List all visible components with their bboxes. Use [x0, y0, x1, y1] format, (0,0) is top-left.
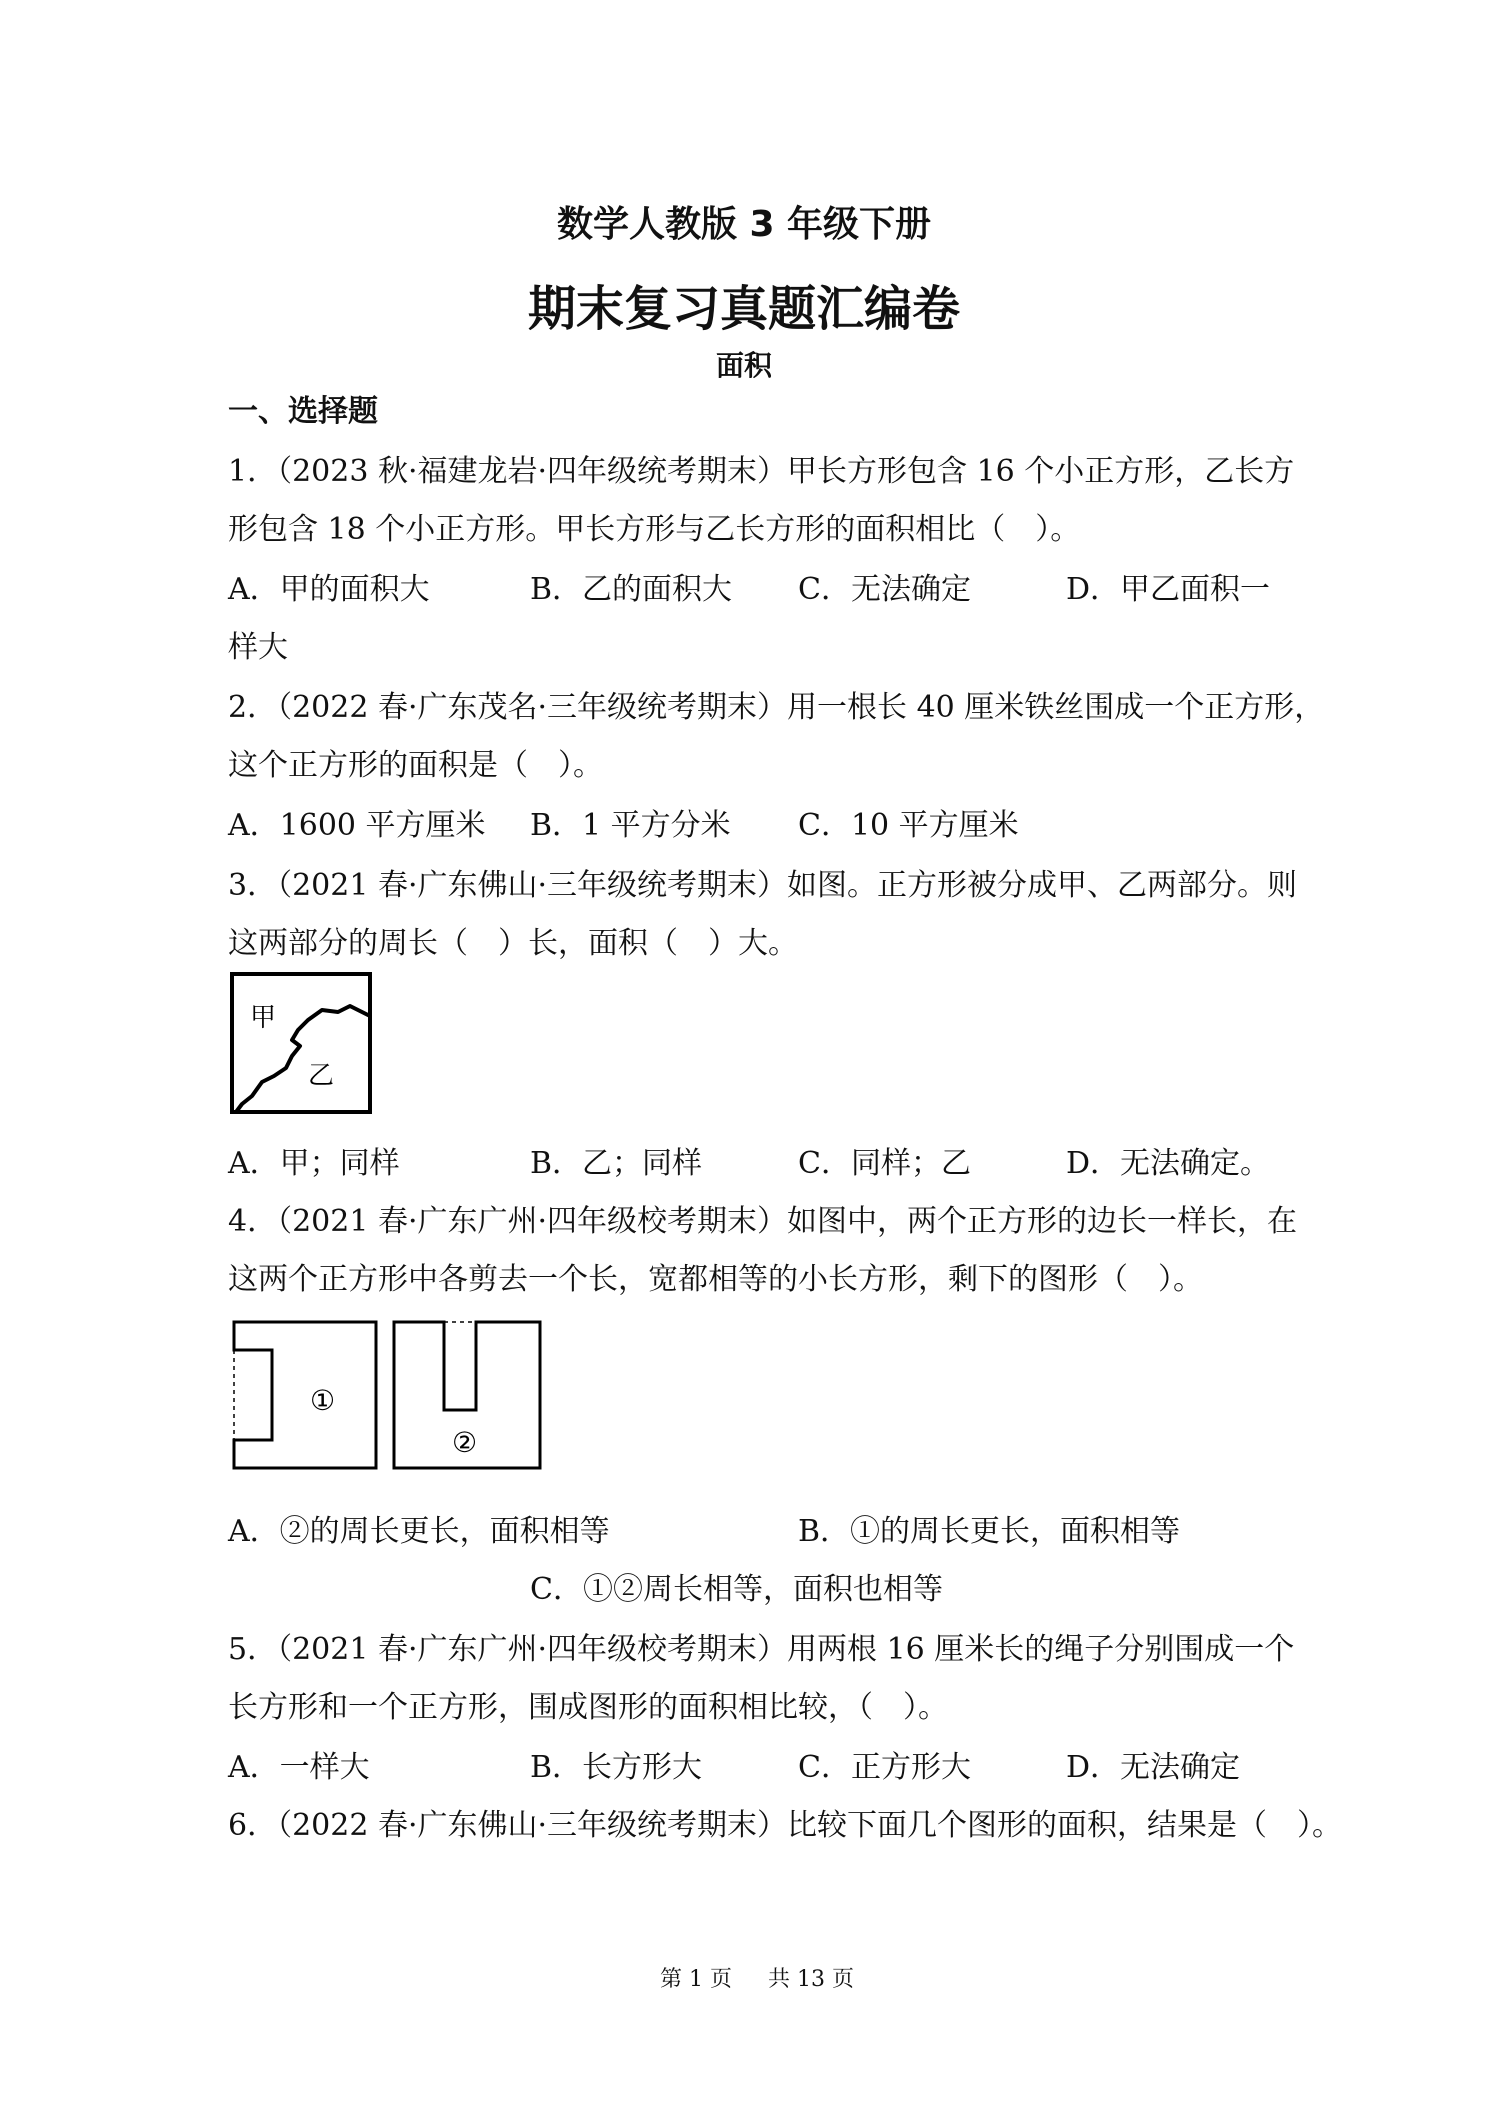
section-heading: 一、选择题 [228, 394, 378, 429]
q2-line2: 这个正方形的面积是（ ）。 [228, 748, 603, 783]
q1-option-wrap: 样大 [228, 630, 288, 665]
page-total: 共 13 页 [768, 1967, 854, 1992]
q4-figure [232, 1320, 546, 1472]
q4-label-2: ② [452, 1426, 478, 1459]
q4-option-a: A．②的周长更长，面积相等 [228, 1514, 610, 1549]
q4-line1: 4．（2021 春·广东广州·四年级校考期末）如图中，两个正方形的边长一样长，在 [228, 1204, 1298, 1239]
q3-square [232, 974, 370, 1112]
page-number: 第 1 页 [660, 1967, 732, 1992]
q5-line1: 5．（2021 春·广东广州·四年级校考期末）用两根 16 厘米长的绳子分别围成一个 [228, 1632, 1295, 1667]
q4-option-c: C．①②周长相等，面积也相等 [530, 1572, 943, 1607]
q4-line2: 这两个正方形中各剪去一个长，宽都相等的小长方形，剩下的图形（ ）。 [228, 1262, 1203, 1297]
q4-option-b: B．①的周长更长，面积相等 [798, 1514, 1181, 1549]
q2-line1: 2．（2022 春·广东茂名·三年级统考期末）用一根长 40 厘米铁丝围成一个正方形， [228, 690, 1325, 725]
q3-option-d: D．无法确定。 [1066, 1146, 1271, 1181]
q3-label-yi: 乙 [308, 1061, 335, 1091]
q2-option-a: A．1600 平方厘米 [228, 808, 486, 843]
q5-line2: 长方形和一个正方形，围成图形的面积相比较，（ ）。 [228, 1690, 948, 1725]
q2-option-b: B．1 平方分米 [530, 808, 731, 843]
q5-option-d: D．无法确定 [1066, 1750, 1241, 1785]
q2-option-c: C．10 平方厘米 [798, 808, 1019, 843]
q3-option-c: C．同样；乙 [798, 1146, 971, 1181]
q3-option-b: B．乙；同样 [530, 1146, 703, 1181]
q1-line2: 形包含 18 个小正方形。甲长方形与乙长方形的面积相比（ ）。 [228, 512, 1081, 547]
q3-option-a: A．甲；同样 [228, 1146, 400, 1181]
q1-option-c: C．无法确定 [798, 572, 971, 607]
q3-figure [230, 972, 372, 1114]
q3-label-jia: 甲 [250, 1003, 277, 1033]
q3-line1: 3．（2021 春·广东佛山·三年级统考期末）如图。正方形被分成甲、乙两部分。则 [228, 868, 1298, 903]
title-line1: 数学人教版 3 年级下册 [556, 204, 932, 245]
q4-label-1: ① [310, 1384, 336, 1417]
q6-line1: 6．（2022 春·广东佛山·三年级统考期末）比较下面几个图形的面积，结果是（ ）。 [228, 1808, 1343, 1843]
q5-option-c: C．正方形大 [798, 1750, 971, 1785]
q4-shape1 [234, 1322, 376, 1468]
title-line2: 期末复习真题汇编卷 [527, 281, 960, 337]
subtitle: 面积 [715, 349, 772, 382]
q1-option-d: D．甲乙面积一 [1066, 572, 1271, 607]
q1-line1: 1．（2023 秋·福建龙岩·四年级统考期末）甲长方形包含 16 个小正方形，乙长方 [228, 454, 1295, 489]
q1-option-a: A．甲的面积大 [228, 572, 430, 607]
q5-option-b: B．长方形大 [530, 1750, 703, 1785]
q3-line2: 这两部分的周长（ ）长，面积（ ）大。 [228, 926, 798, 961]
q5-option-a: A．一样大 [228, 1750, 370, 1785]
q1-option-b: B．乙的面积大 [530, 572, 733, 607]
